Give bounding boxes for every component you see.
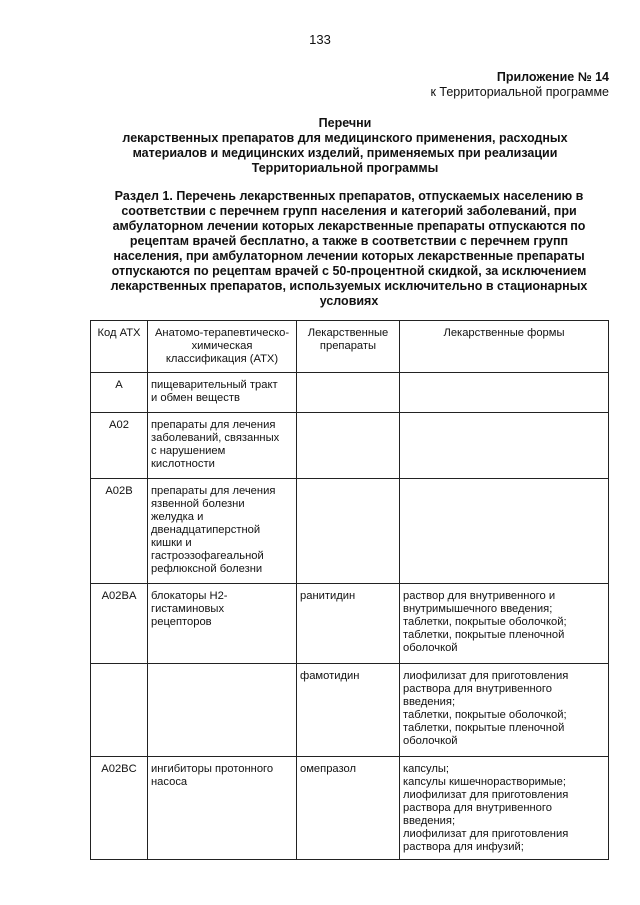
table-row [91,664,609,757]
header-code: Код АТХ [91,321,148,373]
section-title-line: соответствии с перечнем групп населения и категорий заболеваний, при [121,204,577,218]
table-row [91,584,609,664]
table-row [91,373,609,413]
header-drugs: Лекарственные препараты [297,321,400,373]
section-title-line: отпускаются по рецептам врачей с 50-процентной скидкой, за исключением [111,264,587,278]
cell-forms: капсулы; капсулы кишечнорастворимые; лиофилизат для приготовления раствора для внутривенного введения; лиофилизат для приготовления раствора для инфузий; [400,757,609,860]
cell-classification: пищеварительный тракт и обмен веществ [148,373,297,413]
section-title-line: рецептам врачей бесплатно, а также в соответствии с перечнем групп [129,234,569,248]
atx-table [90,320,609,860]
section-title-line: условиях [319,294,379,308]
cell-code: A02B [91,479,148,584]
cell-drug: ранитидин [297,584,400,664]
cell-forms [400,413,609,479]
appendix-number: Приложение № 14 [496,70,609,84]
appendix-header [430,70,609,100]
cell-forms [400,479,609,584]
appendix-subtitle: к Территориальной программе [430,85,609,99]
header-forms: Лекарственные формы [400,321,609,373]
table-row [91,757,609,860]
cell-forms: лиофилизат для приготовления раствора для внутривенного введения; таблетки, покрытые оболочкой; таблетки, покрытые пленочной оболочкой [400,664,609,757]
section-title-line: лекарственных препаратов, используемых исключительно в стационарных [110,279,588,293]
cell-drug [297,373,400,413]
cell-code: A02BC [91,757,148,860]
header-classification: Анатомо-терапевтическо- химическая классификация (АТХ) [148,321,297,373]
document-title [100,116,590,176]
cell-classification: блокаторы H2- гистаминовых рецепторов [148,584,297,664]
cell-classification: ингибиторы протонного насоса [148,757,297,860]
cell-classification: препараты для лечения язвенной болезни желудка и двенадцатиперстной кишки и гастроэзофагеальной рефлюксной болезни [148,479,297,584]
cell-drug: омепразол [297,757,400,860]
table-row [91,479,609,584]
cell-code [91,664,148,757]
cell-forms: раствор для внутривенного и внутримышечного введения; таблетки, покрытые оболочкой; таблетки, покрытые пленочной оболочкой [400,584,609,664]
table-header-row [91,321,609,373]
document-title-line: лекарственных препаратов для медицинского применения, расходных [122,131,568,145]
cell-code: A [91,373,148,413]
cell-drug: фамотидин [297,664,400,757]
cell-drug [297,479,400,584]
cell-code: A02BA [91,584,148,664]
cell-forms [400,373,609,413]
document-title-line: Перечни [318,116,372,130]
section-title-line: амбулаторном лечении которых лекарственные препараты отпускаются по [112,219,586,233]
cell-drug [297,413,400,479]
document-title-line: Территориальной программы [251,161,439,175]
document-title-line: материалов и медицинских изделий, применяемых при реализации [132,146,558,160]
cell-code: A02 [91,413,148,479]
section-title-line: населения, при амбулаторном лечении которых лекарственные препараты [113,249,585,263]
table-row [91,413,609,479]
section-title [92,189,606,309]
section-title-line: Раздел 1. Перечень лекарственных препаратов, отпускаемых населению в [114,189,584,203]
cell-classification: препараты для лечения заболеваний, связанных с нарушением кислотности [148,413,297,479]
page-number: 133 [309,32,331,47]
cell-classification [148,664,297,757]
